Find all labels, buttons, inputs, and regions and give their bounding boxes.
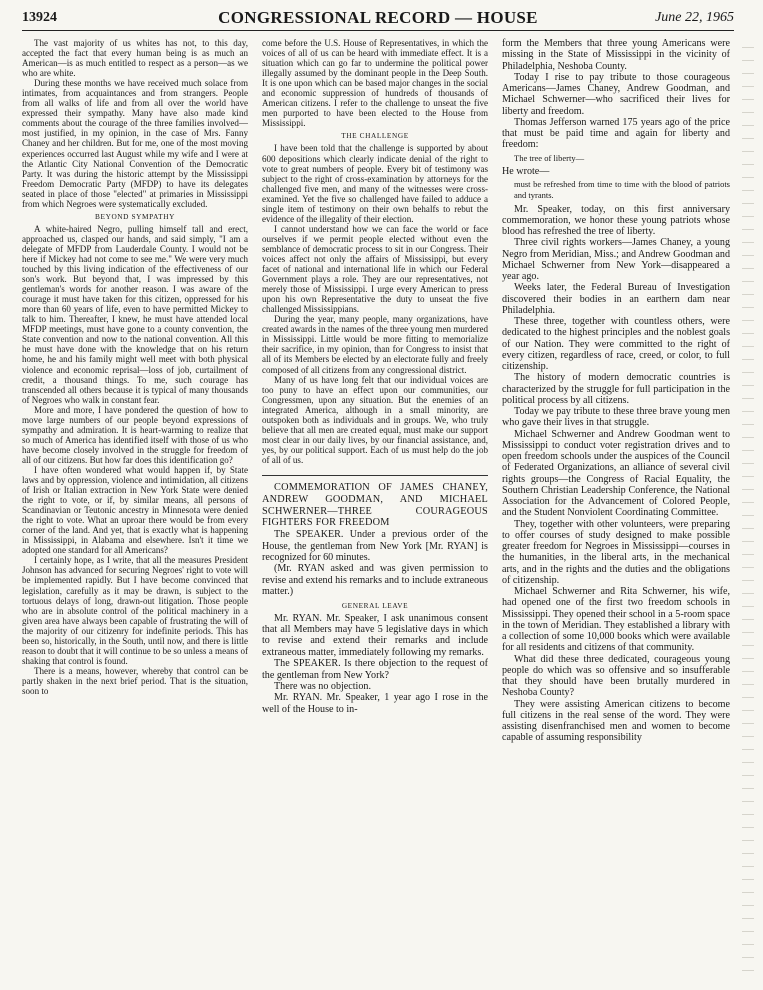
paragraph: They were assisting American citizens to become full citizens in the real sense of the word. They were assisting disenfranchised men and women to become capable of assuming responsibility bbox=[502, 698, 730, 744]
paragraph: Mr. RYAN. Mr. Speaker, 1 year ago I rose in the well of the House to in- bbox=[262, 692, 488, 715]
column-right bbox=[502, 38, 730, 978]
paragraph: The SPEAKER. Is there objection to the request of the gentleman from New York? bbox=[262, 658, 488, 681]
section-heading: THE CHALLENGE bbox=[341, 131, 409, 141]
paragraph: Mr. RYAN. Mr. Speaker, I ask unanimous consent that all Members may have 5 legislative days in which to revise and extend their remarks and include extraneous matter, immediately following my remarks. bbox=[262, 612, 488, 658]
section-divider bbox=[262, 475, 488, 476]
paragraph: Michael Schwerner and Rita Schwerner, his wife, had opened one of the first two freedom schools in Mississippi. They opened their school in a 5-room space in the town of Meridian. They established a library with a collection of some 10,000 books which were available for all residents and citizens of that community. bbox=[502, 586, 730, 654]
paragraph: I have often wondered what would happen if, by State laws and by oppression, violence and intimidation, all citizens of Irish or Italian extraction in New York State were denied the right to vote, or if, by similar means, all persons of Scandinavian or Teutonic ancestry in Minnesota were denied the right to vote. What an uproar there would be from every corner of the land. And yet, that is exactly what is happening in Mississippi, in Alabama and elsewhere. Isn't it time we adopted one standard for all Americans? bbox=[22, 464, 248, 556]
paragraph: I certainly hope, as I write, that all the measures President Johnson has advanced for securing Negroes' right to vote will be implemented rapidly. But I have become convinced that legislation, carefully as it may be drawn, is subject to the tortuous delays of long, drawn-out litigation. Those people who are in absolute control of the political machinery in a given area have always been capable of frustrating the will of the majority of our citizenry for indefinite periods. This has been so, historically, in the South, until now, and there is little reason to doubt that it will continue to be so unless a means of shaking that control is found. bbox=[22, 555, 248, 666]
paragraph: (Mr. RYAN asked and was given permission to revise and extend his remarks and to include extraneous matter.) bbox=[262, 563, 488, 598]
paragraph: He wrote— bbox=[502, 165, 550, 177]
paragraph: What did these three dedicated, courageous young people do which was so offensive and so insufferable that they should have been brutally murdered in Neshoba County? bbox=[502, 653, 730, 699]
paragraph: During these months we have received much solace from intimates, from acquaintances and from strangers. People from all walks of life and from all over the world have expressed their sympathy. Many have also made kind comments about the courage of the three families involved—most justified, in my opinion, in the case of Mrs. Fanny Chaney and her children. But for me, one of the most moving experiences occurred last August while my wife and I were at the Atlantic City National Convention of the Democratic Party. It was during the historic attempt by the Mississippi Freedom Democratic Party (MFDP) to have its delegates seated in place of those "elected" at primaries in Mississippi from which Negroes were systematically excluded. bbox=[22, 78, 248, 209]
article-headline: COMMEMORATION OF JAMES CHANEY, ANDREW GOODMAN, AND MICHAEL SCHWERNER—THREE COURAGEOUS FIGHTERS FOR FREEDOM bbox=[262, 481, 488, 529]
paragraph: Today we pay tribute to these three brave young men who gave their lives in that struggle. bbox=[502, 406, 730, 429]
paragraph: There was no objection. bbox=[274, 681, 371, 693]
issue-date: June 22, 1965 bbox=[655, 10, 734, 25]
paragraph: The SPEAKER. Under a previous order of the House, the gentleman from New York [Mr. RYAN] is recognized for 60 minutes. bbox=[262, 529, 488, 563]
paragraph: A white-haired Negro, pulling himself tall and erect, approached us, clasped our hands, and said simply, "I am a delegate of MFDP from Lauderdale County. I would not be here if Mickey had not come to see me." We were very much touched by this living indication of the effectiveness of our son's work. But beyond that, I was impressed by this gentleman's words for another reason. I was aware of the courage it must have taken for this citizen, oppressed for his more than 60 years of life, even to have permitted Mickey to talk to him. Thereafter, I knew, he must have attended local MFDP meetings, must have gone to a county convention, the State convention and now to the national convention. All this he must have done with the knowledge that on his return home, he and his family might well meet with both physical violence and economic reprisal—loss of job, curtailment of credit, a thousand things. To me, such courage has transcended all others because it is typical of many thousands of Negroes who walk in constant fear. bbox=[22, 223, 248, 405]
page-number: 13924 bbox=[22, 10, 57, 25]
paragraph: Three civil rights workers—James Chaney, a young Negro from Meridian, Miss.; and Andrew Goodman and Michael Schwerner from New York—disappeared a year ago. bbox=[502, 237, 730, 282]
column-middle bbox=[262, 38, 488, 978]
scan-edge-marks bbox=[742, 40, 754, 980]
paragraph: come before the U.S. House of Representatives, in which the voices of all of us can be heard with immediate effect. It is a situation which can go far to undermine the political power illegally assumed by the dominant people in the Deep South. It is one upon which can be based major changes in the social and economic suppression of hundreds of thousands of American citizens. I refer to the challenge to unseat the five men purported to have been elected to the House from Mississippi. bbox=[262, 38, 488, 129]
paragraph: There is a means, however, whereby that control can be partly shaken in the next brief period. That is the situation, soon to bbox=[22, 665, 248, 696]
paragraph: Many of us have long felt that our individual voices are too puny to have an effect upon our communities, our Congressmen, upon any situation. But the enemies of an integrated America, although in a small minority, are outspoken both as individuals and in groups. We, who truly believe that all men are created equal, must make our support most clear in our daily lives, by our financial assistance, and, yes, by our political support. Each of us must help do the job of all of us. bbox=[262, 374, 488, 465]
paragraph: The vast majority of us whites has not, to this day, accepted the fact that every human being is as much an American—is as much entitled to respect as a person—as we who are white. bbox=[22, 38, 248, 79]
section-heading: GENERAL LEAVE bbox=[341, 600, 409, 610]
paragraph: form the Members that three young Americans were missing in the State of Mississippi in the vicinity of Philadelphia, Neshoba County. bbox=[502, 38, 730, 72]
paragraph: Michael Schwerner and Andrew Goodman went to Mississippi to conduct voter registration drives and to open freedom schools under the auspices of the Council of Federated Organizations, an alliance of several civil rights groups—the Congress of Racial Equality, the Southern Christian Leadership Conference, the National Association for the Advancement of Colored People, and the Student Nonviolent Coordinating Committee. bbox=[502, 428, 730, 519]
publication-title: CONGRESSIONAL RECORD — HOUSE bbox=[218, 8, 538, 27]
paragraph: More and more, I have pondered the question of how to move large numbers of our people beyond expressions of sympathy and admiration. It is heart-warming to realize that so much of America has identified itself with those of us who have become closely involved in the struggle for freedom of all of our citizens. But how far does this identification go? bbox=[22, 404, 248, 465]
paragraph: Thomas Jefferson warned 175 years ago of the price that must be paid time and again for liberty and freedom: bbox=[502, 116, 730, 151]
quotation: The tree of liberty— bbox=[514, 152, 585, 163]
paragraph: The history of modern democratic countries is characterized by the struggle for full participation in the political process by all citizens. bbox=[502, 372, 730, 406]
column-left bbox=[22, 38, 248, 978]
paragraph: Mr. Speaker, today, on this first anniversary commemoration, we honor these young patriots whose blood has refreshed the tree of liberty. bbox=[502, 203, 730, 237]
paragraph: I cannot understand how we can face the world or face ourselves if we permit people elected without even the semblance of democratic process to sit in our Congress. Their voices affect not only the affairs of Mississippi, but every facet of national and international life in which our Federal Government plays a role. They are our representatives, not merely those of Mississippi. I urge every American to press upon his own Representative the duty to unseat the five challenged Mississippians. bbox=[262, 223, 488, 315]
section-heading: BEYOND SYMPATHY bbox=[95, 211, 175, 221]
paragraph: Today I rise to pay tribute to those courageous Americans—James Chaney, Andrew Goodman, and Michael Schwerner—who sacrificed their lives for liberty and freedom. bbox=[502, 71, 730, 117]
paragraph: During the year, many people, many organizations, have created awards in the names of the three young men murdered in Mississippi. Little would be more fitting to memorialize their sacrifice, in my opinion, than for Congress to insist that all of its Members be elected by an electorate fully and freely composed of all citizens from any congressional district. bbox=[262, 314, 488, 375]
paragraph: Weeks later, the Federal Bureau of Investigation discovered their bodies in an earthern dam near Philadelphia. bbox=[502, 282, 730, 316]
paragraph: They, together with other volunteers, were preparing to offer courses of study designed to make possible greater freedom for Negroes in Mississippi—courses in the humanities, in the liberal arts, in the mechanical arts, and in the rights and the duties and the obligations of citizenship. bbox=[502, 518, 730, 586]
quotation: must be refreshed from time to time with the blood of patriots and tyrants. bbox=[514, 179, 730, 201]
paragraph: I have been told that the challenge is supported by about 600 depositions which clearly indicate denial of the right to vote to great numbers of people. Every bit of testimony was subject to the right of cross-examination by attorneys for the challenged five men, and many of the witnesses were cross-examined. Yet the five so challenged have failed to adduce a single item of testimony on their own behalfs to rebut the evidence of the illegality of their election. bbox=[262, 143, 488, 224]
page-header bbox=[22, 8, 734, 31]
paragraph: These three, together with countless others, were dedicated to the highest principles and the noblest goals of our Nation. They were committed to the right of every citizen, regardless of race, creed, or color, to full citizenship. bbox=[502, 316, 730, 372]
